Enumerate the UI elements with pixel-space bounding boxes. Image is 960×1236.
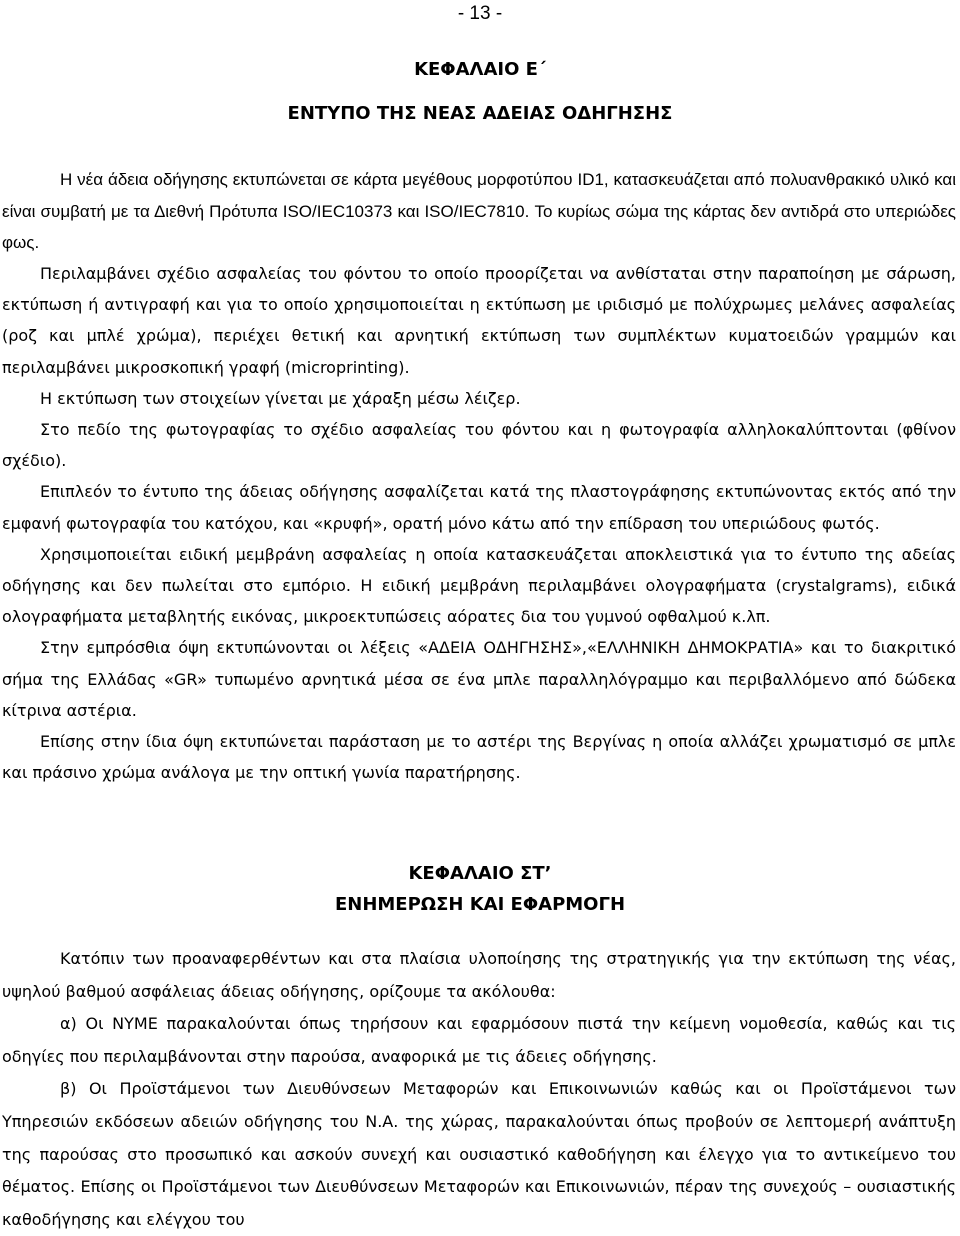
paragraph: α) Οι ΝΥΜΕ παρακαλούνται όπως τηρήσουν και εφαρμόσουν πιστά την κείμενη νομοθεσία, καθώς και τις οδηγίες που περιλαμβάνονται στην παρούσα, αναφορικά με τις άδειες οδήγησης.	[2, 1014, 956, 1066]
intro-paragraph: Η νέα άδεια οδήγησης εκτυπώνεται σε κάρτα μεγέθους μορφοτύπου ID1, κατασκευάζεται από πολυανθρακικό υλικό και είναι συμβατή με τα Διεθνή Πρότυπα ISO/IEC10373 και ISO/IEC7810. Το κυρίως σώμα της κάρτας δεν αντιδρά στο υπεριώδες φως.	[2, 170, 956, 252]
paragraph: Στην εμπρόσθια όψη εκτυπώνονται οι λέξεις «ΑΔΕΙΑ ΟΔΗΓΗΣΗΣ»,«ΕΛΛΗΝΙΚΗ ΔΗΜΟΚΡΑΤΙΑ» και το διακριτικό σήμα της Ελλάδας «GR» τυπωμένο αρνητικά μέσα σε ένα μπλε παραλληλόγραμμο και περιβαλλόμενο από δώδεκα κίτρινα αστέρια.	[2, 638, 956, 720]
chapter-e-intro	[2, 164, 956, 259]
paragraph: Επίσης στην ίδια όψη εκτυπώνεται παράσταση με το αστέρι της Βεργίνας η οποία αλλάζει χρωματισμό σε μπλε και πράσινο χρώμα ανάλογα με την οπτική γωνία παρατήρησης.	[2, 732, 956, 783]
chapter-st-title: ΕΝΗΜΕΡΩΣΗ ΚΑΙ ΕΦΑΡΜΟΓΗ	[334, 894, 626, 915]
chapter-e-title: ΕΝΤΥΠΟ ΤΗΣ ΝΕΑΣ ΑΔΕΙΑΣ ΟΔΗΓΗΣΗΣ	[287, 103, 673, 124]
chapter-st-body	[2, 943, 956, 1236]
paragraph: Η εκτύπωση των στοιχείων γίνεται με χάραξη μέσω λέιζερ.	[40, 388, 521, 408]
paragraph: Επιπλεόν το έντυπο της άδειας οδήγησης ασφαλίζεται κατά της πλαστογράφησης εκτυπώνοντας εκτός από την εμφανή φωτογραφία του κατόχου, και «κρυφή», ορατή μόνο κάτω από την επίδραση του υπεριώδους φωτός.	[2, 482, 956, 533]
paragraph: Περιλαμβάνει σχέδιο ασφαλείας του φόντου το οποίο προορίζεται να ανθίσταται στην παραποίηση με σάρωση, εκτύπωση ή αντιγραφή και για το οποίο χρησιμοποιείται η εκτύπωση με ιριδισμό με πολύχρωμες μελάνες ασφαλείας (ροζ και μπλέ χρώμα), περιέχει θετική και αρνητική εκτύπωση των συμπλέκτων κυματοειδών γραμμών και περιλαμβάνει μικροσκοπική γραφή (microprinting).	[2, 264, 956, 377]
chapter-e-label: ΚΕΦΑΛΑΙΟ Ε΄	[414, 59, 546, 80]
chapter-e-body	[2, 258, 956, 788]
page-number: - 13 -	[457, 3, 503, 24]
paragraph: Στο πεδίο της φωτογραφίας το σχέδιο ασφαλείας του φόντου και η φωτογραφία αλληλοκαλύπτονται (φθίνον σχέδιο).	[2, 420, 956, 471]
paragraph: Κατόπιν των προαναφερθέντων και στα πλαίσια υλοποίησης της στρατηγικής για την εκτύπωση της νέας, υψηλού βαθμού ασφάλειας άδειας οδήγησης, ορίζουμε τα ακόλουθα:	[2, 949, 956, 1001]
paragraph: β) Οι Προϊστάμενοι των Διευθύνσεων Μεταφορών και Επικοινωνιών καθώς και οι Προϊστάμενοι των Υπηρεσιών εκδόσεων αδειών οδήγησης του Ν.Α. της χώρας, παρακαλούνται όπως προβούν σε λεπτομερή ανάπτυξη της παρούσας στο προσωπικό και ασκούν συνεχή και ουσιαστικό καθοδήγηση και έλεγχο για το αντικείμενο του θέματος. Επίσης οι Προϊστάμενοι των Διευθύνσεων Μεταφορών και Επικοινωνιών, πέραν της συνεχούς – ουσιαστικής καθοδήγησης και ελέγχου του	[2, 1079, 956, 1229]
paragraph: Χρησιμοποιείται ειδική μεμβράνη ασφαλείας η οποία κατασκευάζεται αποκλειστικά για το έντυπο της αδείας οδήγησης και δεν πωλείται στο εμπόριο. Η ειδική μεμβράνη περιλαμβάνει ολογραφήματα (crystalgrams), ειδικά ολογραφήματα μεταβλητής εικόνας, μικροεκτυπώσεις αόρατες δια του γυμνού οφθαλμού κ.λπ.	[2, 544, 956, 627]
chapter-st-label: ΚΕΦΑΛΑΙΟ ΣΤ’	[408, 863, 552, 884]
